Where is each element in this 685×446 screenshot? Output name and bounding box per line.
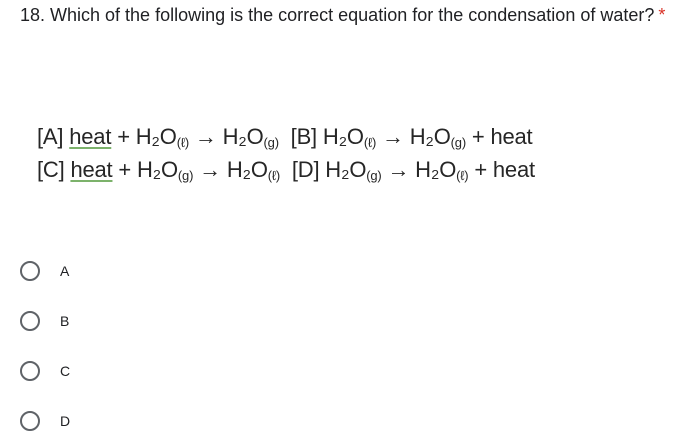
option-b[interactable] (20, 296, 70, 346)
eq-a-state-2: (g) (263, 135, 279, 150)
option-label: D (60, 413, 71, 429)
equation-line-2 (37, 157, 535, 183)
option-c[interactable] (20, 346, 70, 396)
question-title (20, 0, 685, 31)
eq-a-label: [A] (37, 124, 64, 149)
eq-d-state-2: (ℓ) (456, 168, 469, 183)
eq-b-state-2: (g) (450, 135, 466, 150)
eq-d-product: → H₂O (387, 157, 457, 182)
eq-d-heat: + heat (474, 157, 535, 182)
option-label: A (60, 263, 70, 279)
radio-circle-icon[interactable] (20, 261, 40, 281)
eq-a-state-1: (ℓ) (176, 135, 189, 150)
eq-c-heat: heat (70, 157, 113, 182)
radio-circle-icon[interactable] (20, 311, 40, 331)
eq-c-label: [C] (37, 157, 65, 182)
eq-c-reactant: + H₂O (118, 157, 178, 182)
eq-c-state-1: (g) (177, 168, 194, 183)
eq-b-product: → H₂O (382, 124, 451, 149)
option-a[interactable] (20, 246, 70, 296)
eq-b-state-1: (ℓ) (363, 135, 377, 150)
radio-circle-icon[interactable] (20, 411, 40, 431)
radio-circle-icon[interactable] (20, 361, 40, 381)
answer-options (20, 246, 70, 446)
option-label: B (60, 313, 70, 329)
eq-c-state-2: (ℓ) (267, 168, 281, 183)
option-d[interactable] (20, 396, 70, 446)
eq-a-product: → H₂O (194, 124, 264, 149)
eq-c-product: → H₂O (199, 157, 268, 182)
eq-b-reactant: [B] H₂O (290, 124, 364, 149)
eq-d-reactant: [D] H₂O (291, 157, 367, 182)
question-text: 18. Which of the following is the correct equation for the condensation of water? (20, 5, 655, 25)
required-marker: * (658, 5, 666, 25)
eq-b-heat: + heat (471, 124, 533, 149)
option-label: C (60, 363, 71, 379)
eq-d-state-1: (g) (366, 168, 382, 183)
eq-a-reactant: + H₂O (117, 124, 177, 149)
eq-a-heat: heat (69, 124, 112, 149)
equation-image (30, 118, 630, 198)
equation-line-1 (37, 124, 532, 150)
